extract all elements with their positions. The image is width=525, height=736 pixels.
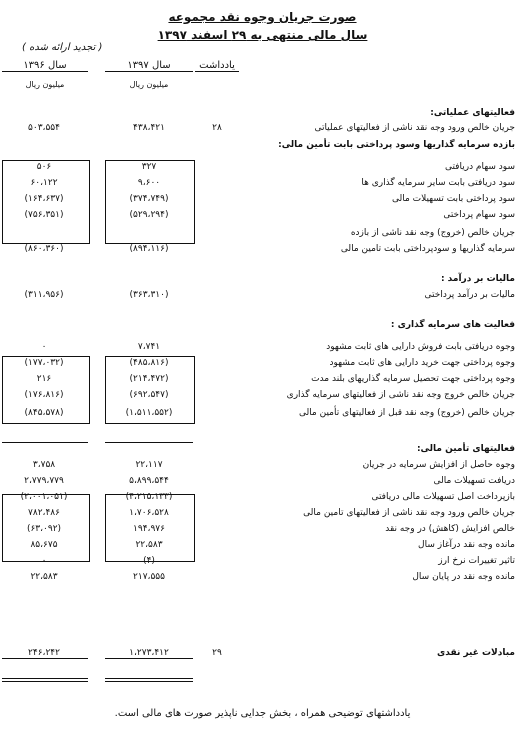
row-label: وجوه دریافتی بابت فروش دارایی های ثابت مشهود <box>326 342 515 352</box>
section-row <box>0 648 525 664</box>
row-note: ۲۹ <box>212 648 222 658</box>
value-1397: (۶۹۲،۵۴۷) <box>129 390 169 400</box>
value-1397: ۴۳۸،۴۲۱ <box>133 123 165 133</box>
value-1396: (۳۱۱،۹۵۶) <box>24 290 64 300</box>
value-1396: (۶۳،۰۹۲) <box>26 524 62 534</box>
table-row <box>0 476 525 492</box>
row-note: ۲۸ <box>212 123 222 133</box>
row-label: فعالیتهای عملیاتی: <box>430 108 515 118</box>
year96-header: سال ۱۳۹۶ <box>2 60 88 72</box>
value-1396: (۸۶۰،۳۶۰) <box>24 244 64 254</box>
value-1397: (۳۷۴،۷۴۹) <box>129 194 169 204</box>
total-line-97 <box>105 658 193 659</box>
value-1396: ۰ <box>41 556 47 566</box>
section-row <box>0 140 525 156</box>
row-label: سود پرداختی بابت تسهیلات مالی <box>391 194 515 204</box>
value-1396: ۲۴۶،۲۴۲ <box>28 648 60 658</box>
value-1397: ۵،۸۹۹،۵۴۴ <box>129 476 169 486</box>
statement-subtitle: سال مالی منتهی به ۲۹ اسفند ۱۳۹۷ <box>157 28 368 42</box>
year96-unit: میلیون ریال <box>25 80 65 89</box>
row-label: وجوه پرداختی جهت تحصیل سرمایه گذاریهای بلند مدت <box>311 374 515 384</box>
box-96-investing <box>2 356 90 424</box>
value-1396: ۷۸۲،۴۸۶ <box>28 508 60 518</box>
handwritten-note: ( تجدید ارائه شده ) <box>22 42 103 53</box>
year97-unit: میلیون ریال <box>129 80 169 89</box>
value-1396: (۱۶۴،۶۳۷) <box>24 194 64 204</box>
row-label: تاثیر تغییرات نرخ ارز <box>438 556 515 566</box>
value-1396: (۲،۰۰۱،۰۵۱) <box>20 492 68 502</box>
section-row <box>0 320 525 336</box>
value-1397: ۷،۷۴۱ <box>137 342 161 352</box>
row-label: سرمایه گذاریها و سودپرداختی بابت تامین مالی <box>340 244 515 254</box>
subtotal-line-96 <box>2 442 88 443</box>
value-1397: (۴) <box>143 556 155 566</box>
value-1396: ۳،۷۵۸ <box>32 460 56 470</box>
row-label: فعالیتهای تأمین مالی: <box>416 444 515 454</box>
row-label: سود سهام پرداختی <box>443 210 515 220</box>
row-label: مالیات بر درآمد پرداختی <box>424 290 515 300</box>
value-1396: ۲،۷۷۹،۷۷۹ <box>24 476 64 486</box>
row-label: جریان خالص خروج وجه نقد ناشی از فعالیتهای سرمایه گذاری <box>286 390 515 400</box>
row-label: جریان خالص (خروج) وجه نقد قبل از فعالیتهای تأمین مالی <box>298 408 515 418</box>
value-1397: (۸۹۴،۱۱۶) <box>129 244 169 254</box>
value-1397: (۱،۵۱۱،۵۵۲) <box>125 408 173 418</box>
value-1397: (۵۲۹،۲۹۴) <box>129 210 169 220</box>
value-1396: (۸۴۵،۵۷۸) <box>24 408 64 418</box>
value-1397: ۲۲،۱۱۷ <box>135 460 163 470</box>
row-label: مانده وجه نقد درآغاز سال <box>418 540 515 550</box>
row-label: خالص افزایش (کاهش) در وجه نقد <box>385 524 515 534</box>
value-1397: (۳۶۳،۳۱۰) <box>129 290 169 300</box>
section-row <box>0 274 525 290</box>
value-1397: ۲۱۷،۵۵۵ <box>133 572 165 582</box>
total-line-96 <box>2 658 88 659</box>
value-1396: ۶۰،۱۲۲ <box>30 178 58 188</box>
value-1396: (۱۷۶،۸۱۶) <box>24 390 64 400</box>
row-label: فعالیت های سرمایه گذاری : <box>390 320 515 330</box>
row-label: بازپرداخت اصل تسهیلات مالی دریافتی <box>371 492 515 502</box>
noncash-double-line-97 <box>105 681 193 682</box>
notes-header: یادداشت <box>195 60 239 72</box>
noncash-line-97 <box>105 678 193 679</box>
row-label: سود دریافتی بابت سایر سرمایه گذاری ها <box>361 178 515 188</box>
table-row <box>0 123 525 139</box>
noncash-line-96 <box>2 678 88 679</box>
row-label: جریان خالص (خروج) وجه نقد ناشی از بازده <box>350 228 515 238</box>
footer-note: یادداشتهای توضیحی همراه ، بخش جدایی ناپذیر صورت های مالی است. <box>114 708 411 719</box>
value-1397: ۱۹۴،۹۷۶ <box>133 524 165 534</box>
value-1397: ۹،۶۰۰ <box>137 178 161 188</box>
noncash-double-line-96 <box>2 681 88 682</box>
box-97-investing <box>105 356 195 424</box>
row-label: جریان خالص ورود وجه نقد ناشی از فعالیتهای عملیاتی <box>314 123 515 133</box>
value-1396: ۵۰۳،۵۵۴ <box>28 123 60 133</box>
value-1396: ۲۱۶ <box>36 374 52 384</box>
row-label: دریافت تسهیلات مالی <box>433 476 515 486</box>
value-1397: ۱،۲۷۳،۴۱۲ <box>129 648 169 658</box>
value-1397: ۱،۷۰۶،۵۲۸ <box>129 508 169 518</box>
section-row <box>0 444 525 460</box>
box-96-returns <box>2 160 90 244</box>
value-1396: ۸۵،۶۷۵ <box>30 540 58 550</box>
value-1397: (۲۱۴،۴۷۲) <box>129 374 169 384</box>
table-row <box>0 572 525 588</box>
row-label: وجوه حاصل از افزایش سرمایه در جریان <box>362 460 515 470</box>
row-label: مالیات بر درآمد : <box>440 274 515 284</box>
year97-header: سال ۱۳۹۷ <box>105 60 193 72</box>
statement-title: صورت جریان وجوه نقد مجموعه <box>168 10 357 24</box>
value-1397: (۴،۲۱۵،۱۳۳) <box>125 492 173 502</box>
row-label: جریان خالص ورود وجه نقد ناشی از فعالیتهای تامین مالی <box>303 508 515 518</box>
table-row <box>0 244 525 260</box>
table-row <box>0 460 525 476</box>
value-1396: (۷۵۶،۳۵۱) <box>24 210 64 220</box>
table-row <box>0 290 525 306</box>
value-1396: ۵۰۶ <box>36 162 52 172</box>
section-row <box>0 108 525 124</box>
value-1397: ۳۲۷ <box>141 162 157 172</box>
row-label: سود سهام دریافتی <box>444 162 515 172</box>
row-label: بازده سرمایه گذاریها وسود پرداختی بابت تأمین مالی: <box>278 140 515 150</box>
row-label: مانده وجه نقد در پایان سال <box>412 572 515 582</box>
row-label: مبادلات غیر نقدی <box>437 648 515 658</box>
box-97-financing <box>105 494 195 562</box>
value-1397: ۲۲،۵۸۳ <box>135 540 163 550</box>
subtotal-line-97 <box>105 442 193 443</box>
row-label: وجوه پرداختی جهت خرید دارایی های ثابت مشهود <box>329 358 515 368</box>
box-97-returns <box>105 160 195 244</box>
value-1396: ۲۲،۵۸۳ <box>30 572 58 582</box>
value-1396: (۱۷۷،۰۳۲) <box>24 358 64 368</box>
value-1396: ۰ <box>41 342 47 352</box>
value-1397: (۴۸۵،۸۱۶) <box>129 358 169 368</box>
box-96-financing <box>2 494 90 562</box>
